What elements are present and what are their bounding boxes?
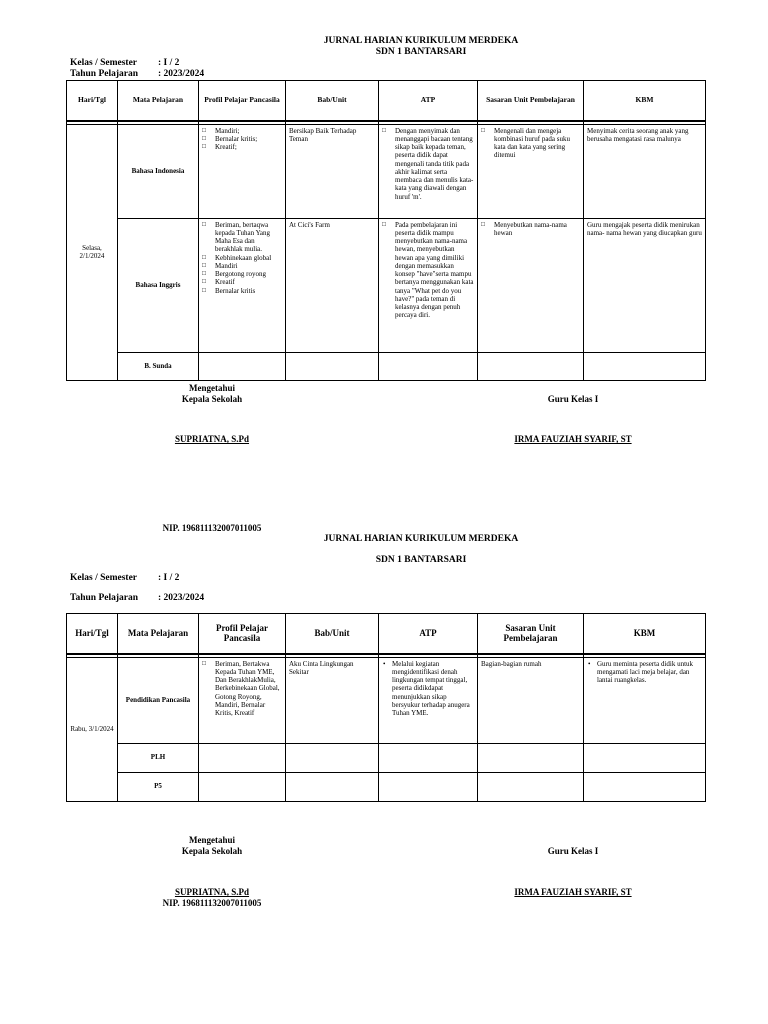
atp-cell [379, 743, 478, 772]
atp-cell [379, 352, 478, 380]
list-item: □ Dengan menyimak dan menanggapi bacaan tentang sikap baik kepada teman, peserta didik dapat mengenali tanda titik pada akhir kalimat serta membaca dan menulis kata-kata yang diawali dengan huruf 'm'. [382, 127, 474, 201]
sasaran-cell [478, 352, 584, 380]
tahun-label: Tahun Pelajaran [70, 69, 139, 79]
sasaran-cell: Bagian-bagian rumah [478, 657, 584, 743]
journal1-sign-left-nip: NIP. 196811132007011005 [162, 523, 262, 533]
list-item: □ Mandiri [202, 262, 282, 270]
table-row [67, 124, 706, 218]
header-sasaran: Sasaran Unit Pembelajaran [478, 81, 584, 121]
journal1-sign-left-1: Mengetahui [189, 383, 235, 393]
table-header-row [67, 81, 706, 121]
list-item: □ Bergotong royong [202, 270, 282, 278]
atp-cell [379, 218, 478, 352]
journal2-school: SDN 1 BANTARSARI [375, 555, 467, 565]
subject-cell: Bahasa Indonesia [118, 124, 199, 218]
journal1-title: JURNAL HARIAN KURIKULUM MERDEKA [323, 36, 519, 46]
header-hari: Hari/Tgl [67, 81, 118, 121]
list-item: □ Bernalar kritis [202, 287, 282, 295]
bab-cell: At Cici's Farm [286, 218, 379, 352]
sasaran-cell [478, 124, 584, 218]
profil-cell [199, 772, 286, 801]
table-row [67, 743, 706, 772]
list-item: • Guru meminta peserta didik untuk mengamati laci meja belajar, dan lantai ruangkelas. [587, 660, 702, 685]
header-mapel: Mata Pelajaran [118, 81, 199, 121]
atp-cell [379, 772, 478, 801]
journal1-sign-left-2: Kepala Sekolah [181, 394, 243, 404]
header-profil: Profil Pelajar Pancasila [199, 81, 286, 121]
tahun-label: Tahun Pelajaran [70, 593, 139, 603]
atp-cell [379, 657, 478, 743]
list-item: □ Kreatif [202, 278, 282, 286]
bab-cell: Bersikap Baik Terhadap Teman [286, 124, 379, 218]
journal2-sign-left-nip: NIP. 196811132007011005 [162, 898, 262, 908]
list-item: □ Mengenali dan mengeja kombinasi huruf pada suku kata dan kata yang sering ditemui [481, 127, 580, 160]
profil-cell [199, 657, 286, 743]
header-bab: Bab/Unit [286, 614, 379, 654]
header-bab: Bab/Unit [286, 81, 379, 121]
bab-cell [286, 352, 379, 380]
day-cell: Rabu, 3/1/2024 [67, 657, 118, 801]
subject-cell: P5 [118, 772, 199, 801]
header-hari: Hari/Tgl [67, 614, 118, 654]
journal2-sign-left-name: SUPRIATNA, S.Pd [174, 887, 250, 897]
table-row [67, 352, 706, 380]
subject-cell: B. Sunda [118, 352, 199, 380]
journal1-tahun [70, 69, 204, 79]
journal2-tahun [70, 593, 204, 603]
kbm-cell [584, 352, 706, 380]
list-item: □ Pada pembelajaran ini peserta didik mampu menyebutkan nama-nama hewan, menyebutkan hewan apa yang dimiliki dengan memasukkan konsep "have"serta mampu bertanya menggunakan kata tanya "What pet do you have?" pada teman di kelasnya dengan penuh percaya diri. [382, 221, 474, 320]
kbm-cell [584, 657, 706, 743]
profil-cell [199, 218, 286, 352]
journal1-sign-right-name: IRMA FAUZIAH SYARIF, ST [514, 434, 632, 444]
list-item: □ Menyebutkan nama-nama hewan [481, 221, 580, 238]
list-item: □ Kreatif; [202, 143, 282, 151]
table-header-row [67, 614, 706, 654]
journal1-table [66, 80, 706, 381]
header-sasaran: Sasaran Unit Pembelajaran [478, 614, 584, 654]
kbm-cell: Guru mengajak peserta didik menirukan nama- nama hewan yang diucapkan guru [584, 218, 706, 352]
header-profil: Profil Pelajar Pancasila [199, 614, 286, 654]
kelas-value: : I / 2 [158, 573, 180, 583]
list-item: • Melalui kegiatan mengidentifikasi denah lingkungan tempat tinggal, peserta didikdapat menunjukkan sikap bersyukur terhadap anugera Tuhan YME. [382, 660, 474, 718]
journal1-sign-right-1: Guru Kelas I [547, 394, 599, 404]
journal2-title: JURNAL HARIAN KURIKULUM MERDEKA [323, 534, 519, 544]
journal1-school: SDN 1 BANTARSARI [375, 47, 467, 57]
list-item: □ Bernalar kritis; [202, 135, 282, 143]
profil-cell [199, 124, 286, 218]
table-row [67, 657, 706, 743]
kelas-value: : I / 2 [158, 58, 180, 68]
tahun-value: : 2023/2024 [158, 69, 205, 79]
list-item: □ Beriman, Bertakwa Kepada Tuhan YME, Dan BerakhlakMulia, Berkebinekaan Global, Gotong Royong, Mandiri, Bernalar Kritis, Kreatif [202, 660, 282, 718]
subject-cell: Pendidikan Pancasila [118, 657, 199, 743]
kelas-label: Kelas / Semester [70, 573, 138, 583]
atp-cell [379, 124, 478, 218]
header-mapel: Mata Pelajaran [118, 614, 199, 654]
table-row [67, 772, 706, 801]
sasaran-cell [478, 772, 584, 801]
bab-cell: Aku Cinta Lingkungan Sekitar [286, 657, 379, 743]
journal1-sign-left-name: SUPRIATNA, S.Pd [174, 434, 250, 444]
tahun-value: : 2023/2024 [158, 593, 205, 603]
sasaran-cell [478, 743, 584, 772]
header-kbm: KBM [584, 614, 706, 654]
kelas-label: Kelas / Semester [70, 58, 138, 68]
journal2-sign-right-name: IRMA FAUZIAH SYARIF, ST [514, 887, 632, 897]
kbm-cell [584, 772, 706, 801]
bab-cell [286, 743, 379, 772]
list-item: □ Kebhinekaan global [202, 254, 282, 262]
journal2-kelas [70, 573, 179, 583]
subject-cell: Bahasa Inggris [118, 218, 199, 352]
header-atp: ATP [379, 81, 478, 121]
header-atp: ATP [379, 614, 478, 654]
journal2-sign-left-1: Mengetahui [189, 835, 235, 845]
profil-cell [199, 743, 286, 772]
bab-cell [286, 772, 379, 801]
journal2-sign-left-2: Kepala Sekolah [181, 846, 243, 856]
sasaran-cell [478, 218, 584, 352]
day-cell: Selasa, 2/1/2024 [67, 124, 118, 380]
header-kbm: KBM [584, 81, 706, 121]
kbm-cell: Menyimak cerita seorang anak yang berusaha mengatasi rasa malunya [584, 124, 706, 218]
table-row [67, 218, 706, 352]
journal2-table [66, 613, 706, 802]
list-item: □ Mandiri; [202, 127, 282, 135]
subject-cell: PLH [118, 743, 199, 772]
list-item: □ Beriman, bertaqwa kepada Tuhan Yang Maha Esa dan berakhlak mulia. [202, 221, 282, 254]
kbm-cell [584, 743, 706, 772]
journal1-kelas [70, 58, 179, 68]
journal2-sign-right-1: Guru Kelas I [547, 846, 599, 856]
profil-cell [199, 352, 286, 380]
